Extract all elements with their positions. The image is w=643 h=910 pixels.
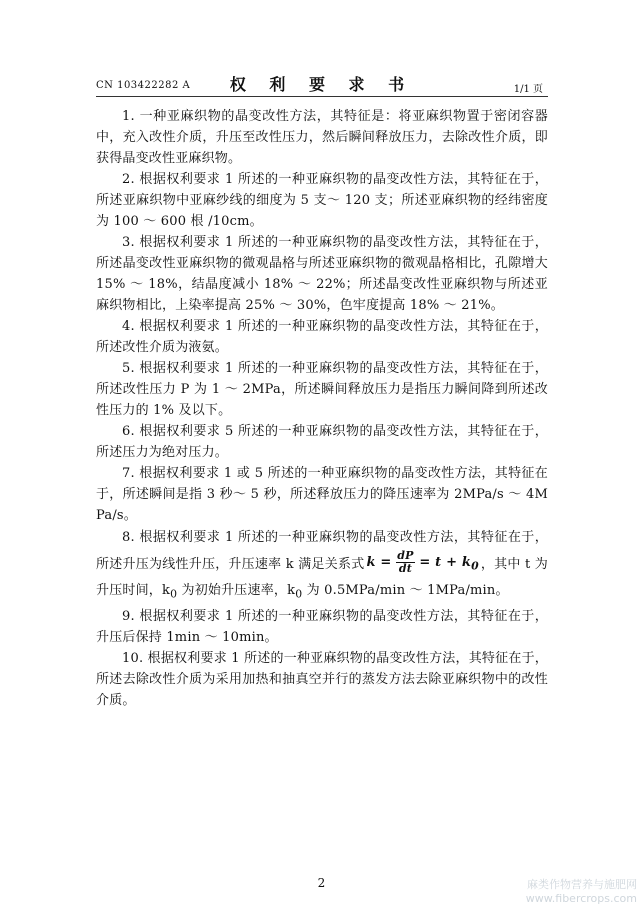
claims-body [96, 106, 548, 711]
claim-6: 6. 根据权利要求 5 所述的一种亚麻织物的晶变改性方法，其特征在于，所述压力为绝对压力。 [96, 424, 548, 460]
header-divider [96, 96, 548, 97]
claim-1: 1. 一种亚麻织物的晶变改性方法，其特征是：将亚麻织物置于密闭容器中，充入改性介质，升压至改性压力，然后瞬间释放压力，去除改性介质，即获得晶变改性亚麻织物。 [96, 109, 548, 166]
claim-8 [96, 526, 548, 606]
page-indicator: 1/1 页 [513, 84, 543, 95]
k0-subscript: 0 [170, 587, 178, 601]
formula-rhs: = t + k [419, 555, 472, 570]
formula-rhs-subscript: 0 [471, 559, 479, 573]
fraction-numerator: dP [397, 549, 414, 562]
document-header [0, 72, 643, 94]
page-number: 2 [317, 876, 326, 890]
fraction-denominator: dt [398, 562, 413, 575]
claim-8-text-after-1: ，其中 t 为升压时间，k [96, 556, 549, 598]
claim-10: 10. 根据权利要求 1 所述的一种亚麻织物的晶变改性方法，其特征在于，所述去除改性介质为采用加热和抽真空并行的蒸发方法去除亚麻织物中的改性介质。 [96, 651, 548, 709]
claim-5: 5. 根据权利要求 1 所述的一种亚麻织物的晶变改性方法，其特征在于，所述改性压力 P 为 1 ～ 2MPa，所述瞬间释放压力是指压力瞬间降到所述改性压力的 1% 及以下。 [96, 361, 548, 418]
formula-fraction [396, 550, 414, 575]
rate-formula [366, 550, 478, 579]
claim-9: 9. 根据权利要求 1 所述的一种亚麻织物的晶变改性方法，其特征在于，升压后保持 1min ～ 10min。 [96, 609, 548, 646]
claim-3: 3. 根据权利要求 1 所述的一种亚麻织物的晶变改性方法，其特征在于，所述晶变改性亚麻织物的微观晶格与所述亚麻织物的微观晶格相比，孔隙增大 15% ～ 18%，结晶度减小 18% ～ 22%；所述晶变改性亚麻织物与所述亚麻织物相比，上染率提高 25% ～ 30%，色牢度提高 18% ～ 21%。 [96, 235, 548, 313]
formula-lhs: k = [366, 555, 392, 570]
claim-2: 2. 根据权利要求 1 所述的一种亚麻织物的晶变改性方法，其特征在于，所述亚麻织物中亚麻纱线的细度为 5 支～ 120 支；所述亚麻织物的经纬密度为 100 ～ 600 根 /10cm。 [96, 172, 548, 229]
claim-4: 4. 根据权利要求 1 所述的一种亚麻织物的晶变改性方法，其特征在于，所述改性介质为液氨。 [96, 319, 548, 355]
watermark-title: 麻类作物营养与施肥网 [527, 878, 637, 891]
k0-subscript-2: 0 [295, 587, 303, 601]
claim-7: 7. 根据权利要求 1 或 5 所述的一种亚麻织物的晶变改性方法，其特征在于，所述瞬间是指 3 秒～ 5 秒，所述释放压力的降压速率为 2MPa/s ～ 4MPa/s。 [96, 466, 548, 523]
page-title: 权 利 要 求 书 [229, 75, 414, 94]
claim-8-text-after-3: 为 0.5MPa/min ～ 1MPa/min。 [302, 582, 509, 598]
claim-8-text-after-2: 为初始升压速率，k [177, 582, 296, 598]
site-watermark [526, 878, 637, 906]
claim-8-text-before: 8. 根据权利要求 1 所述的一种亚麻织物的晶变改性方法，其特征在于，所述升压为线性升压，升压速率 k 满足关系式 [96, 530, 548, 572]
publication-number: CN 103422282 A [96, 80, 191, 91]
watermark-url: www.fibercrops.com [525, 892, 637, 905]
